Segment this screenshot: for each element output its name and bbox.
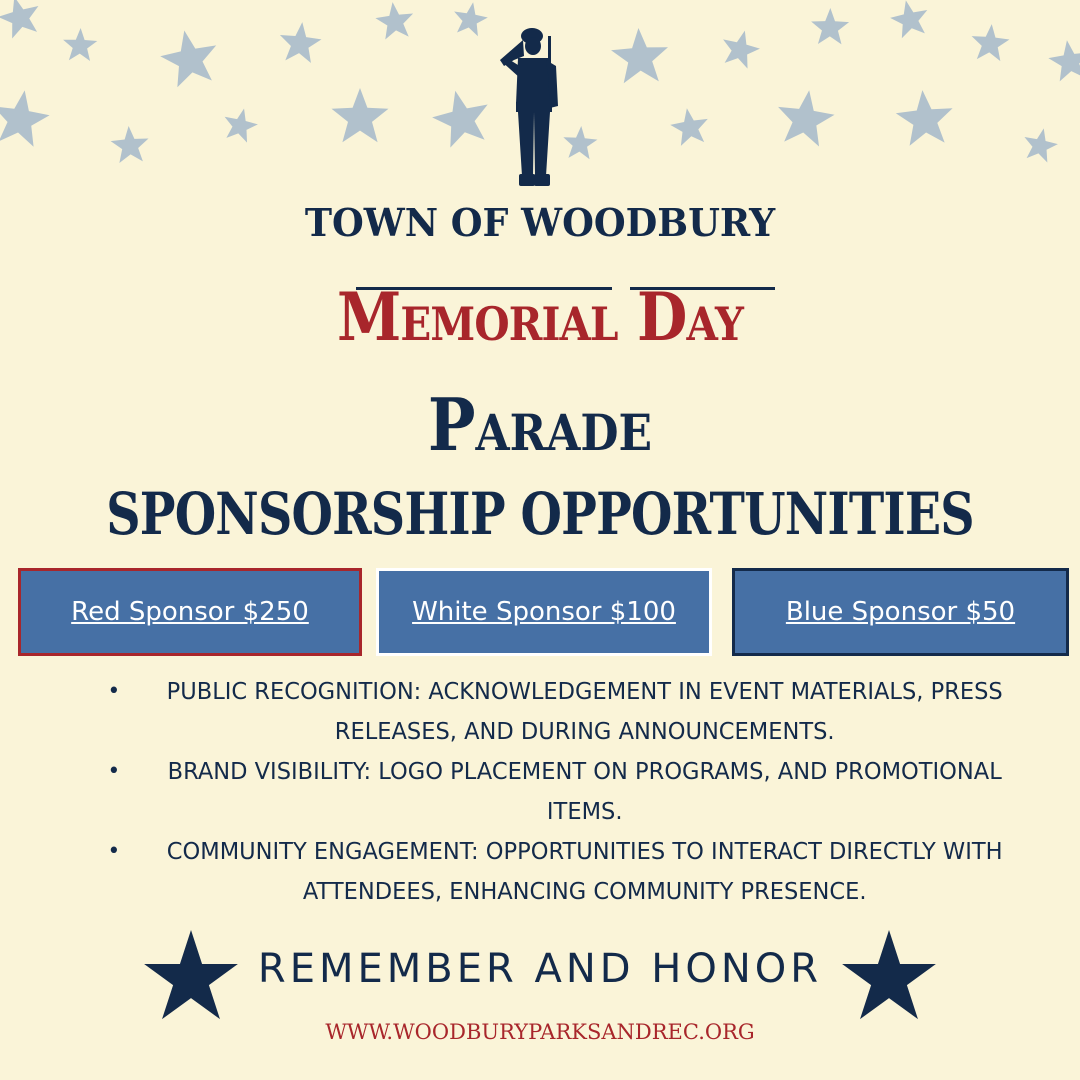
scribble-star-icon xyxy=(427,84,495,150)
scribble-star-icon xyxy=(110,125,150,164)
benefit-public-recognition: • PUBLIC RECOGNITION: ACKNOWLEDGEMENT IN EVENT MATERIALS, PRESS RELEASES, AND DURING ANNOUNCEMENTS. xyxy=(100,672,1041,752)
scribble-star-icon xyxy=(451,0,490,37)
scribble-star-icon xyxy=(610,27,670,84)
saluting-soldier-icon xyxy=(490,26,570,190)
scribble-star-icon xyxy=(1046,37,1080,82)
scribble-star-icon xyxy=(277,20,323,64)
red-sponsor-label[interactable]: Red Sponsor $250 xyxy=(71,597,309,627)
scribble-star-icon xyxy=(0,0,45,41)
scribble-star-icon xyxy=(811,8,850,45)
website-link[interactable]: WWW.WOODBURYPARKSANDREC.ORG xyxy=(325,1020,755,1044)
scribble-star-icon xyxy=(668,105,711,147)
scribble-star-icon xyxy=(220,105,261,144)
scribble-star-icon xyxy=(773,86,837,148)
blue-sponsor-label[interactable]: Blue Sponsor $50 xyxy=(785,597,1016,627)
scribble-star-icon xyxy=(156,25,222,89)
benefit-community-engagement: • COMMUNITY ENGAGEMENT: OPPORTUNITIES TO INTERACT DIRECTLY WITH ATTENDEES, ENHANCING COMMUNITY PRESENCE. xyxy=(100,832,1041,912)
tagline: REMEMBER AND HONOR xyxy=(257,946,823,992)
benefits-list xyxy=(90,672,1050,912)
star-icon-right xyxy=(842,930,936,1020)
scribble-star-icon xyxy=(374,0,416,40)
benefit-brand-visibility: • BRAND VISIBILITY: LOGO PLACEMENT ON PROGRAMS, AND PROMOTIONAL ITEMS. xyxy=(100,752,1041,832)
white-sponsor-tier[interactable] xyxy=(376,568,712,656)
event-title-line2: Parade xyxy=(427,382,653,467)
white-sponsor-label[interactable]: White Sponsor $100 xyxy=(412,597,676,627)
red-sponsor-tier[interactable] xyxy=(18,568,362,656)
scribble-star-icon xyxy=(332,88,389,142)
sponsorship-heading: SPONSORSHIP OPPORTUNITIES xyxy=(106,480,974,548)
event-title-line1: Memorial Day xyxy=(337,278,743,356)
scribble-star-icon xyxy=(970,22,1011,61)
blue-sponsor-tier[interactable] xyxy=(732,568,1069,656)
town-title: TOWN OF WOODBURY xyxy=(304,200,776,245)
scribble-star-icon xyxy=(1020,125,1060,164)
scribble-star-icon xyxy=(62,27,97,61)
scribble-star-icon xyxy=(887,0,932,40)
scribble-star-icon xyxy=(0,86,53,149)
scribble-star-icon xyxy=(718,26,764,70)
scribble-star-icon xyxy=(894,88,956,147)
